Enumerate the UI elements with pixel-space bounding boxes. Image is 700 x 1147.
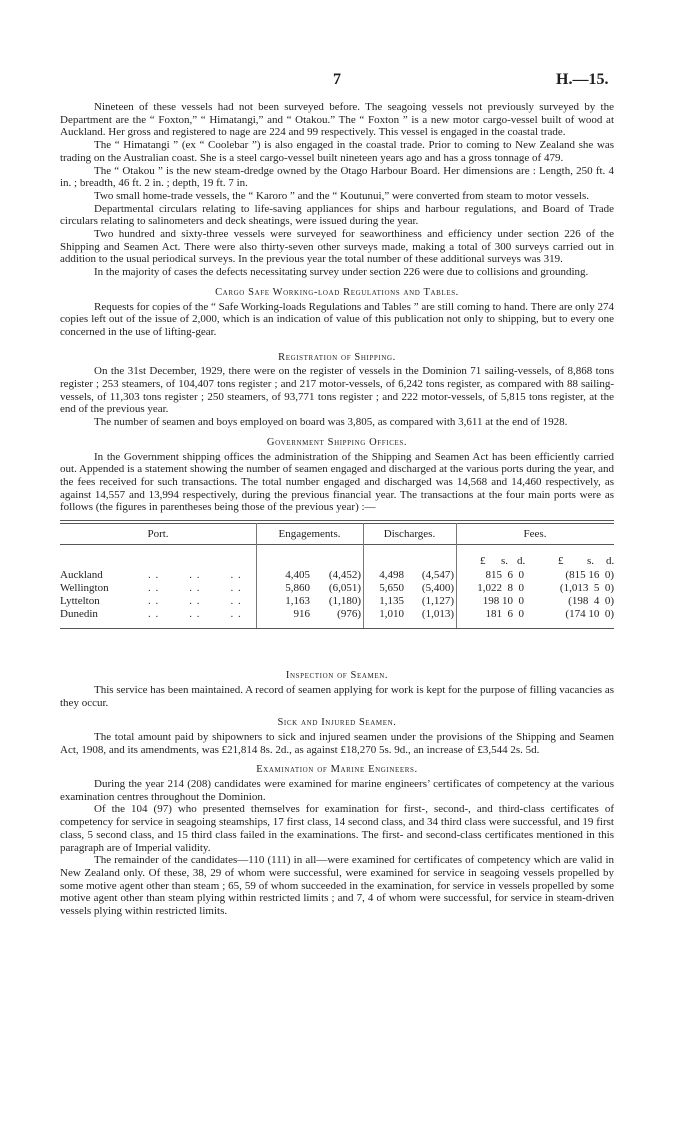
document-reference: H.—15. [556,71,609,88]
paragraph: Departmental circulars relating to life-saving appliances for ships and harbour regulations, and Board of Trade circulars relating to salinometers and deck sheatings, were issued during the year. [60,202,614,228]
engagements-value: 916 [293,608,310,621]
fees-previous: (815 16 0) [565,569,614,582]
paragraph: The “ Himatangi ” (ex “ Coolebar ”) is also engaged in the coastal trade. Prior to coming to New Zealand she was trading on the Australian coast. She is a steel cargo-vessel built nineteen years ago and has a gross tonnage of 479. [60,139,614,164]
header-fees: Fees. [523,528,547,541]
engagements-previous: (4,452) [328,569,361,582]
leader-dots: . . . . . . [148,582,242,595]
paragraph: Of the 104 (97) who presented themselves for examination for first-, second-, and third-class certificates of competency for service in seagoing steamships, 17 first class, 14 second class, and 34 third class were successful, and 19 first class, 5 second class, and 15 third class failed in the examinations. The first- and second-class certificates mentioned in this paragraph are of Imperial validity. [60,803,614,854]
paragraph: During the year 214 (208) candidates were examined for marine engineers’ certificates of competency at the various examination centres throughout the Dominion. [60,778,614,803]
paragraph: The remainder of the candidates—110 (111) in all—were examined for certificates of competency which are valid in New Zealand only. Of these, 38, 29 of whom were successful, were examined for service in seagoing vessels propelled by some motive agent other than steam ; 65, 59 of whom succeeded in the examination, for service in vessels propelled by some motive agent other than steam plying within restricted limits ; and 7, 4 of whom were successful, for service in steam-driven vessels plying within restricted limits. [60,854,614,918]
paragraph: This service has been maintained. A record of seamen applying for work is kept for the purpose of filling vacancies as they occur. [60,683,614,709]
fees-previous: (1,013 5 0) [559,582,614,595]
paragraph: In the Government shipping offices the administration of the Shipping and Seamen Act has been efficiently carried out. Appended is a statement showing the number of seamen engaged and discharged at the various ports during the year, and the fees received for such transactions. The total number engaged and discharged was 14,568 and 14,460 respectively, as against 14,557 and 13,994 respectively, during the previous financial year. The transactions at the four main ports were as follows (the figures in parentheses being those of the previous year) :— [60,450,614,514]
fees-previous: (174 10 0) [565,608,614,621]
port-name: Auckland [60,569,103,582]
shipping-offices-table [60,518,614,664]
discharges-previous: (1,013) [421,608,454,621]
port-name: Lyttelton [60,595,100,608]
paragraph: Two hundred and sixty-three vessels were surveyed for seaworthiness and efficiency under section 226 of the Shipping and Seamen Act. There were also thirty-seven other surveys made, making a total of 300 surveys carried out in addition to the usual periodical surveys. In the previous year the total number of these additional surveys was 319. [60,228,614,266]
table-top-rule-double [60,523,614,524]
section-heading-cargo: Cargo Safe Working-load Regulations and Tables. [215,286,459,298]
engagements-value: 5,860 [285,582,310,595]
currency-pound: £ [558,555,564,568]
engagements-value: 1,163 [285,595,310,608]
discharges-previous: (5,400) [421,582,454,595]
paragraph: Two small home-trade vessels, the “ Karoro ” and the “ Koutunui,” were converted from steam to motor vessels. [94,189,589,202]
paragraph: In the majority of cases the defects necessitating survey under section 226 were due to collisions and grounding. [94,266,589,279]
table-bottom-rule [60,628,614,629]
fees-value: 1,022 8 0 [477,582,524,595]
fees-value: 198 10 0 [482,595,524,608]
page-number: 7 [333,71,341,88]
leader-dots: . . . . . . [148,608,242,621]
leader-dots: . . . . . . [148,569,242,582]
engagements-previous: (1,180) [328,595,361,608]
fees-value: 815 6 0 [485,569,524,582]
section-heading-registration: Registration of Shipping. [278,351,396,363]
currency-pence: d. [606,555,615,568]
paragraph: The number of seamen and boys employed on board was 3,805, as compared with 3,611 at the end of 1928. [94,416,568,429]
section-heading-sick: Sick and Injured Seamen. [277,717,397,729]
header-engagements: Engagements. [278,528,341,541]
paragraph: Requests for copies of the “ Safe Working-loads Regulations and Tables ” are still coming to hand. There are only 274 copies left out of the issue of 2,000, which is an indication of value of this publication not only to shipping, but to every one concerned in the use of lifting-gear. [60,300,614,338]
discharges-value: 1,010 [379,608,404,621]
currency-shilling: s. [587,555,595,568]
engagements-value: 4,405 [285,569,310,582]
header-port: Port. [147,528,169,541]
discharges-value: 1,135 [379,595,404,608]
engagements-previous: (976) [337,608,361,621]
discharges-value: 4,498 [379,569,404,582]
body-column [60,101,614,918]
paragraph: The total amount paid by shipowners to sick and injured seamen under the provisions of the Shipping and Seamen Act, 1908, and its amendments, was £21,814 8s. 2d., as against £18,270 5s. 9d., an increase of £3,544 2s. 5d. [60,730,614,756]
header-discharges: Discharges. [383,528,436,541]
paragraph: Nineteen of these vessels had not been surveyed before. The seagoing vessels not previously surveyed by the Department are the “ Foxton,” “ Himatangi,” and “ Otakou.” The “ Foxton ” is a new motor cargo-vessel built of wood at Auckland. Her gross and registered to nage are 224 and 99 respectively. This vessel is engaged in the coastal trade. [60,101,614,139]
section-heading-inspection: Inspection of Seamen. [285,670,389,682]
paragraph: The “ Otakou ” is the new steam-dredge owned by the Otago Harbour Board. Her dimensions are : Length, 250 ft. 4 in. ; breadth, 46 ft. 2 in. ; depth, 19 ft. 7 in. [60,164,614,190]
currency-pound: £ [480,555,486,568]
port-name: Wellington [60,582,109,595]
currency-shilling: s. [501,555,509,568]
discharges-value: 5,650 [379,582,404,595]
port-name: Dunedin [60,608,98,621]
leader-dots: . . . . . . [148,595,242,608]
section-heading-examination: Examination of Marine Engineers. [256,764,418,776]
discharges-previous: (4,547) [421,569,454,582]
table-top-rule [60,520,614,521]
fees-previous: (198 4 0) [568,595,614,608]
fees-value: 181 6 0 [485,608,524,621]
paragraph: On the 31st December, 1929, there were on the register of vessels in the Dominion 71 sailing-vessels, of 8,868 tons register ; 253 steamers, of 104,407 tons register ; and 217 motor-vessels, of 6,242 tons register, as compared with 88 sailing-vessels, of 11,303 tons register ; 250 steamers, of 93,771 tons register ; and 222 motor-vessels, of 5,815 tons register, at the end of the previous year. [60,365,614,416]
table-header-rule [60,544,614,545]
section-heading-offices: Government Shipping Offices. [266,436,408,448]
discharges-previous: (1,127) [421,595,454,608]
engagements-previous: (6,051) [328,582,361,595]
currency-pence: d. [517,555,526,568]
